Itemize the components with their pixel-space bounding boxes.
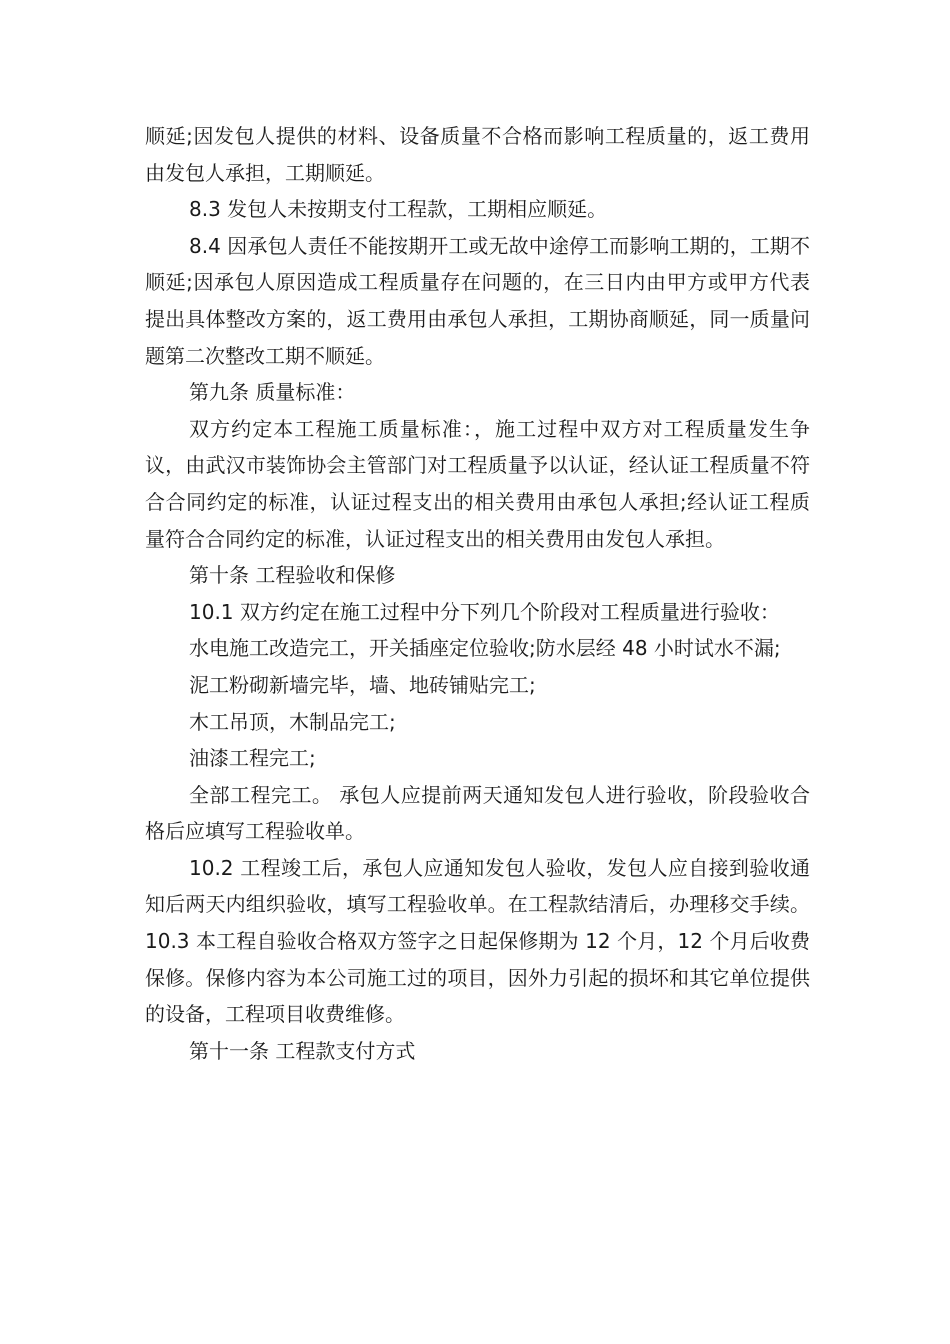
paragraph: 双方约定本工程施工质量标准：，施工过程中双方对工程质量发生争议，由武汉市装饰协会主管部门对工程质量予以认证，经认证工程质量不符合合同约定的标准，认证过程支出的相关费用由承包人承担;经认证工程质量符合合同约定的标准，认证过程支出的相关费用由发包人承担。	[145, 416, 810, 551]
list-item: 油漆工程完工;	[189, 746, 316, 771]
document-body	[145, 118, 810, 1069]
paragraph: 顺延;因发包人提供的材料、设备质量不合格而影响工程质量的，返工费用由发包人承担，工期顺延。	[145, 124, 810, 185]
paragraph: 10.1 双方约定在施工过程中分下列几个阶段对工程质量进行验收：	[189, 599, 780, 624]
list-item: 泥工粉砌新墙完毕，墙、地砖铺贴完工;	[189, 672, 536, 697]
section-heading: 第九条 质量标准：	[189, 380, 356, 405]
section-heading: 第十一条 工程款支付方式	[189, 1038, 416, 1063]
section-heading: 第十条 工程验收和保修	[189, 563, 396, 588]
list-item: 木工吊顶，木制品完工;	[189, 709, 396, 734]
paragraph: 8.4 因承包人责任不能按期开工或无故中途停工而影响工期的，工期不顺延;因承包人原因造成工程质量存在问题的，在三日内由甲方或甲方代表提出具体整改方案的，返工费用由承包人承担，工期协商顺延，同一质量问题第二次整改工期不顺延。	[145, 233, 810, 368]
list-item: 水电施工改造完工，开关插座定位验收;防水层经 48 小时试水不漏;	[189, 636, 781, 661]
list-item: 全部工程完工。 承包人应提前两天通知发包人进行验收，阶段验收合格后应填写工程验收单。	[145, 782, 810, 844]
paragraph: 10.2 工程竣工后，承包人应通知发包人验收，发包人应自接到验收通知后两天内组织验收，填写工程验收单。在工程款结清后，办理移交手续。 10.3 本工程自验收合格双方签字之日起保修期为 12 个月，12 个月后收费保修。保修内容为本公司施工过的项目，因外力引起的损坏和其它单位提供的设备，工程项目收费维修。	[145, 855, 810, 1027]
paragraph: 8.3 发包人未按期支付工程款，工期相应顺延。	[189, 197, 608, 222]
